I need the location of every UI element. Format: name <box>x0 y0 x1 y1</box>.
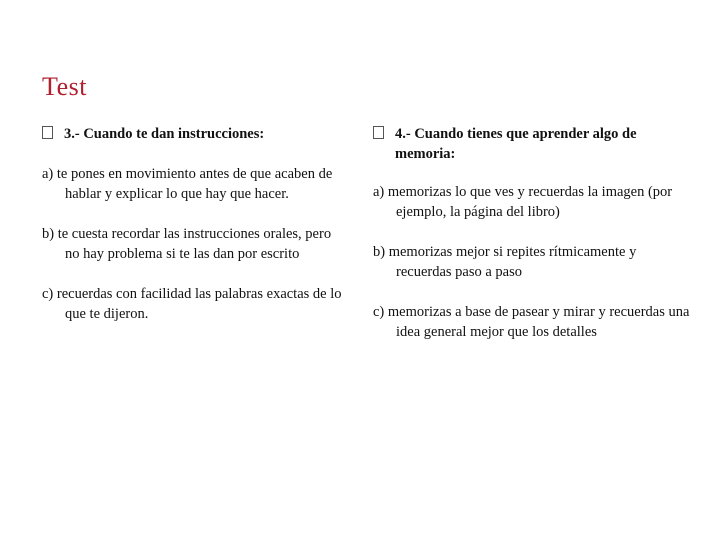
slide-title: Test <box>42 72 87 101</box>
question-4-block <box>373 124 693 362</box>
square-bullet-icon <box>373 126 384 139</box>
question-4-option-b: b) memorizas mejor si repites rítmicamente y recuerdas paso a paso <box>373 244 637 280</box>
square-bullet-icon <box>42 126 53 139</box>
question-3 <box>42 124 342 144</box>
question-4-text: 4.- Cuando tienes que aprender algo de memoria: <box>395 126 637 162</box>
question-4 <box>373 124 693 164</box>
question-3-block <box>42 124 342 344</box>
question-4-option-c: c) memorizas a base de pasear y mirar y recuerdas una idea general mejor que los detalles <box>373 304 690 340</box>
question-3-option-a: a) te pones en movimiento antes de que acaben de hablar y explicar lo que hay que hacer. <box>42 166 333 202</box>
question-3-text: 3.- Cuando te dan instrucciones: <box>64 126 265 142</box>
question-4-option-a: a) memorizas lo que ves y recuerdas la imagen (por ejemplo, la página del libro) <box>373 184 673 220</box>
question-3-option-b: b) te cuesta recordar las instrucciones orales, pero no hay problema si te las dan por escrito <box>42 226 332 262</box>
question-3-option-c: c) recuerdas con facilidad las palabras exactas de lo que te dijeron. <box>42 286 342 322</box>
